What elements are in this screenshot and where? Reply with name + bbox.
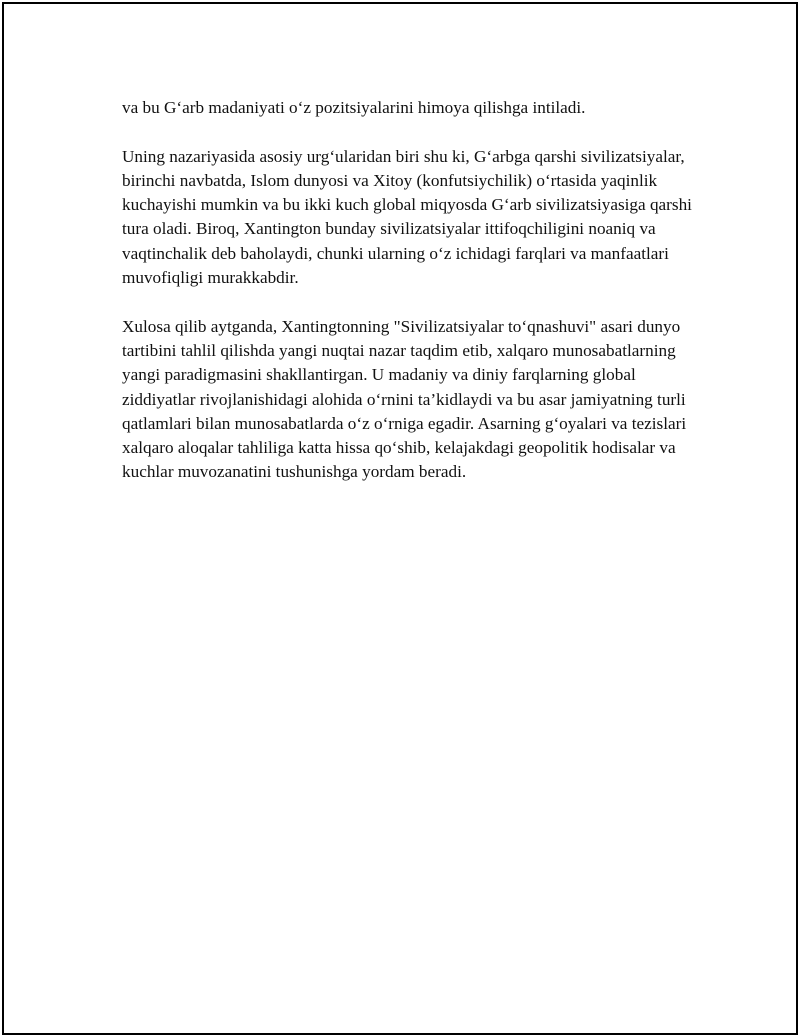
paragraph-continuation: va bu G‘arb madaniyati o‘z pozitsiyalarini himoya qilishga intiladi. bbox=[122, 98, 586, 117]
paragraph-conclusion: Xulosa qilib aytganda, Xantingtonning "Sivilizatsiyalar to‘qnashuvi" asari dunyo tartibini tahlil qilishda yangi nuqtai nazar taqdim etib, xalqaro munosabatlarning yangi paradigmasini shakllantirgan. U madaniy va diniy farqlarning global ziddiyatlar rivojlanishidagi alohida o‘rnini ta’kidlaydi va bu asar jamiyatning turli qatlamlari bilan munosabatlarda o‘z o‘rniga egadir. Asarning g‘oyalari va tezislari xalqaro aloqalar tahliliga katta hissa qo‘shib, kelajakdagi geopolitik hodisalar va kuchlar muvozanatini tushunishga yordam beradi. bbox=[122, 316, 687, 482]
page-frame bbox=[2, 2, 798, 1035]
paragraph-alliance-thesis: Uning nazariyasida asosiy urg‘ularidan biri shu ki, G‘arbga qarshi sivilizatsiyalar, birinchi navbatda, Islom dunyosi va Xitoy (konfutsiychilik) o‘rtasida yaqinlik kuchayishi mumkin va bu ikki kuch global miqyosda G‘arb sivilizatsiyasiga qarshi tura oladi. Biroq, Xantington bunday sivilizatsiyalar ittifoqchiligini noaniq va vaqtinchalik deb baholaydi, chunki ularning o‘z ichidagi farqlari va manfaatlari muvofiqligi murakkabdir. bbox=[122, 146, 692, 288]
document-body bbox=[122, 96, 697, 509]
